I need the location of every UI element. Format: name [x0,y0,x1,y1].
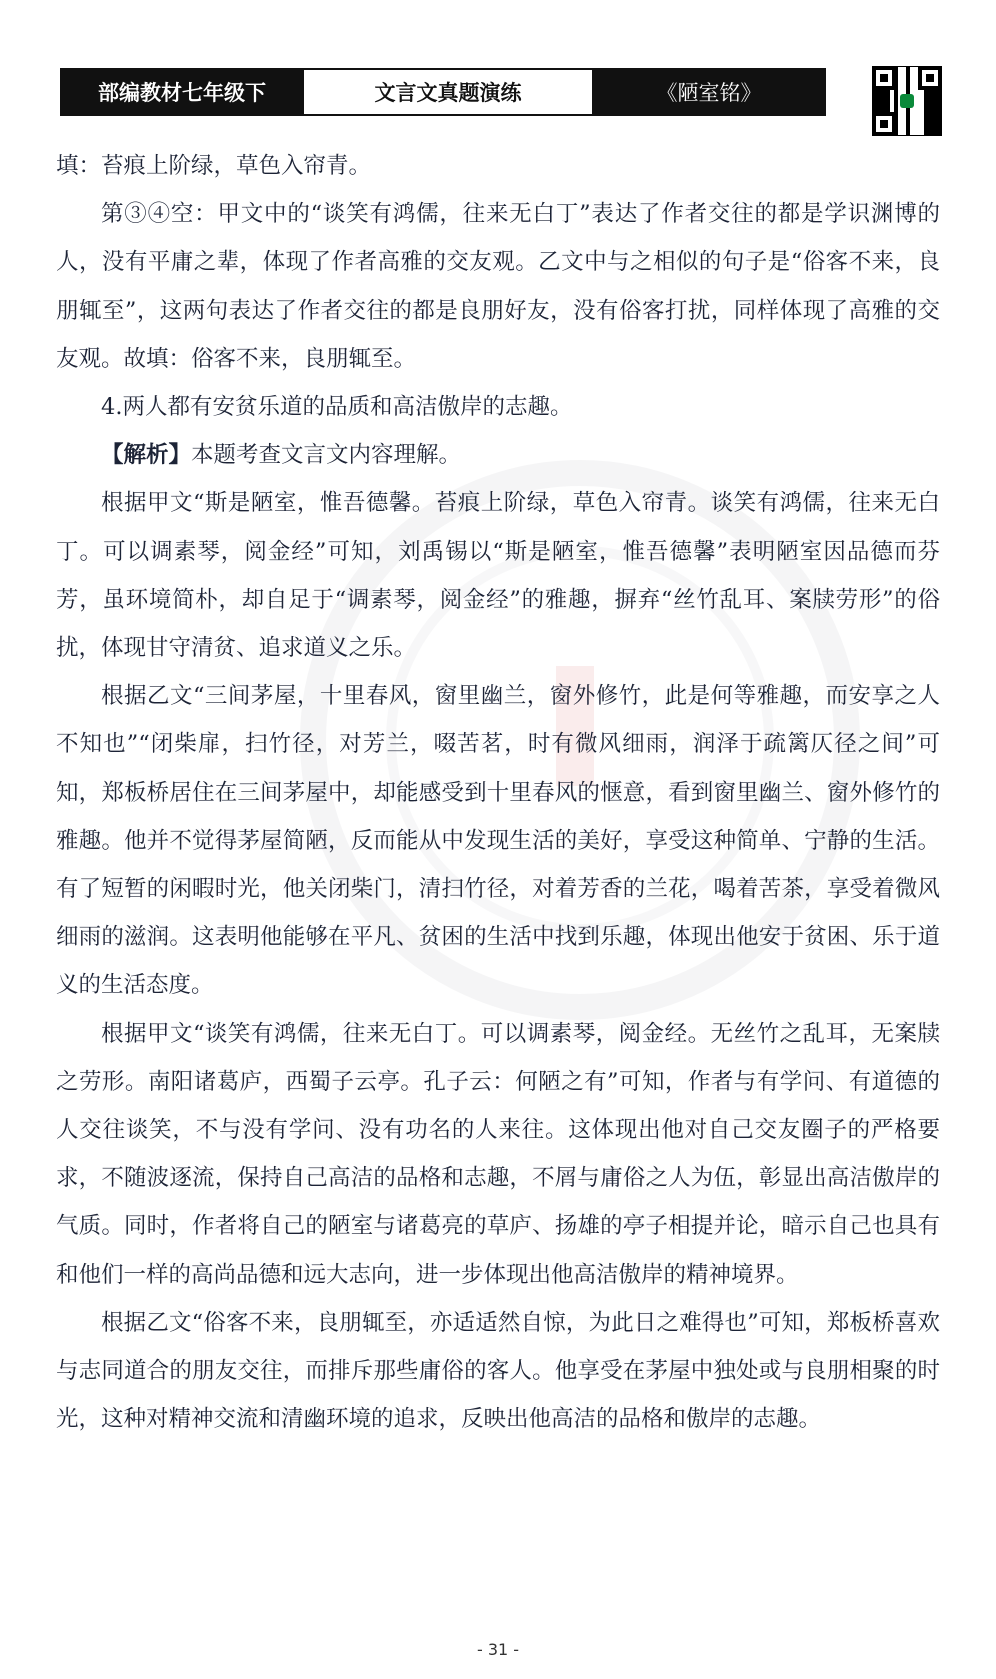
analysis-paragraph: 根据乙文“俗客不来，良朋辄至，亦适适然自惊，为此日之难得也”可知，郑板桥喜欢与志同道合的朋友交往，而排斥那些庸俗的客人。他享受在茅屋中独处或与良朋相聚的时光，这种对精神交流和清幽环境的追求，反映出他高洁的品格和傲岸的志趣。 [56,1309,940,1433]
qr-finder [918,66,942,90]
analysis-paragraph: 根据甲文“谈笑有鸿儒，往来无白丁。可以调素琴，阅金经。无丝竹之乱耳，无案牍之劳形。南阳诸葛庐，西蜀子云亭。孔子云：何陋之有”可知，作者与有学问、有道德的人交往谈笑，不与没有学问、没有功名的人来往。这体现出他对自己交友圈子的严格要求，不随波逐流，保持自己高洁的品格和志趣，不屑与庸俗之人为伍，彰显出高洁傲岸的气质。同时，作者将自己的陋室与诸葛亮的草庐、扬雄的亭子相提并论，暗示自己也具有和他们一样的高尚品德和远大志向，进一步体现出他高洁傲岸的精神境界。 [56,1020,940,1288]
answer-content [56,142,940,1443]
qr-finder [872,66,896,90]
qr-logo [900,94,914,108]
answer-blank-3-4: 第③④空：甲文中的“谈笑有鸿儒，往来无白丁”表达了作者交往的都是学识渊博的人，没有平庸之辈，体现了作者高雅的交友观。乙文中与之相似的句子是“俗客不来，良朋辄至”，这两句表达了作者交往的都是良朋好友，没有俗客打扰，同样体现了高雅的交友观。故填：俗客不来，良朋辄至。 [56,201,940,372]
answer-question-4: 4.两人都有安贫乐道的品质和高洁傲岸的志趣。 [101,394,573,421]
analysis-paragraph: 根据乙文“三间茅屋，十里春风，窗里幽兰，窗外修竹，此是何等雅趣，而安享之人不知也”“闭柴扉，扫竹径，对芳兰，啜苦茗，时有微风细雨，润泽于疏篱仄径之间”可知，郑板桥居住在三间茅屋中，却能感受到十里春风的惬意，看到窗里幽兰、窗外修竹的雅趣。他并不觉得茅屋简陋，反而能从中发现生活的美好，享受这种简单、宁静的生活。有了短暂的闲暇时光，他关闭柴门，清扫竹径，对着芳香的兰花，喝着苦茶，享受着微风细雨的滋润。这表明他能够在平凡、贫困的生活中找到乐趣，体现出他安于贫困、乐于道义的生活态度。 [56,683,940,999]
qr-code-icon [872,66,942,136]
analysis-paragraph: 根据甲文“斯是陋室，惟吾德馨。苔痕上阶绿，草色入帘青。谈笑有鸿儒，往来无白丁。可以调素琴，阅金经”可知，刘禹锡以“斯是陋室，惟吾德馨”表明陋室因品德而芬芳，虽环境简朴，却自足于“调素琴，阅金经”的雅趣，摒弃“丝竹乱耳、案牍劳形”的俗扰，体现甘守清贫、追求道义之乐。 [56,490,940,662]
analysis-text: 本题考查文言文内容理解。 [191,442,462,469]
qr-finder [872,112,896,136]
header-section: 文言文真题演练 [302,70,594,114]
analysis-label: 【解析】 [101,442,192,469]
page-header [60,68,826,116]
analysis-heading [56,431,940,479]
header-lesson: 《陋室铭》 [594,70,824,114]
page-number: - 31 - [476,1640,520,1659]
answer-fill-line: 填：苔痕上阶绿，草色入帘青。 [56,153,372,179]
header-textbook: 部编教材七年级下 [62,70,302,114]
